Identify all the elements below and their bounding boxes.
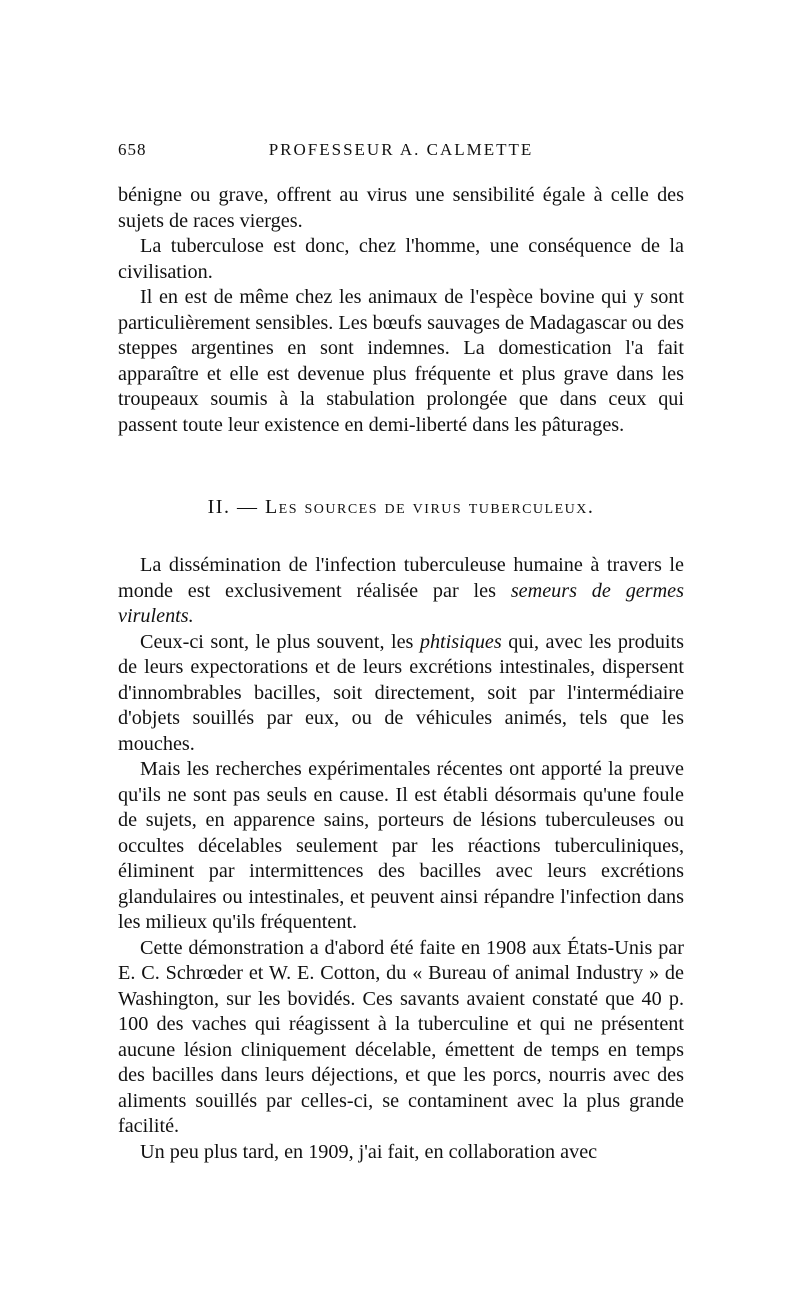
paragraph-demonstration: Cette démonstration a d'abord été faite en 1908 aux États-Unis par E. C. Schrœder et W. E. Cotton, du « Bureau of animal Industry » de Washington, sur les bovidés. Ces savants avaient constaté que 40 p. 100 des vaches qui réagissent à la tuberculine et qui ne présentent aucune lésion cliniquement décelable, émettent de temps en temps des bacilles dans leurs déjections, et que les porcs, nourris avec des aliments souillés par celles-ci, se contaminent avec la plus grande facilité. — [118, 936, 684, 1137]
page-number: 658 — [118, 140, 147, 159]
paragraph-dissemination-emphasis: semeurs de germes virulents. — [118, 579, 684, 627]
paragraph-collaboration: Un peu plus tard, en 1909, j'ai fait, en collaboration avec — [140, 1140, 598, 1163]
body-text-section — [118, 553, 684, 1165]
body-text-top — [118, 183, 684, 438]
paragraph-civilisation: La tuberculose est donc, chez l'homme, une conséquence de la civilisation. — [118, 235, 684, 283]
paragraph-recherches: Mais les recherches expérimentales récentes ont apporté la preuve qu'ils ne sont pas seuls en cause. Il est établi désormais qu'une foule de sujets, en apparence sains, porteurs de lésions tuberculeuses ou occultes décelables seulement par les réactions tuberculiniques, éliminent par intermittences des bacilles avec leurs excrétions glandulaires ou intestinales, et peuvent ainsi répandre l'infection dans les milieux qu'ils fréquentent. — [118, 758, 684, 933]
paragraph-phtisiques — [118, 630, 684, 758]
section-heading: II. — Les sources de virus tuberculeux. — [207, 496, 595, 518]
paragraph-phtisiques-text-b: qui, avec les produits de leurs expectorations et de leurs excrétions intestinales, dispersent d'innombrables bacilles, soit directement, soit par l'intermédiaire d'objets souillés par eux, ou de véhicules animés, tels que les mouches. — [118, 630, 684, 755]
paragraph-dissemination — [118, 553, 684, 630]
paragraph-dissemination-text: La dissémination de l'infection tuberculeuse humaine à travers le monde est exclusivement réalisée par les — [118, 554, 684, 602]
running-title: PROFESSEUR A. CALMETTE — [268, 140, 534, 159]
paragraph-continuation: bénigne ou grave, offrent au virus une sensibilité égale à celle des sujets de races vierges. — [118, 184, 684, 232]
paragraph-bovine: Il en est de même chez les animaux de l'espèce bovine qui y sont particulièrement sensibles. Les bœufs sauvages de Madagascar ou des steppes argentines en sont indemnes. La domestication l'a fait apparaître et elle est devenue plus fréquente et plus grave dans les troupeaux soumis à la stabulation prolongée que dans ceux qui passent toute leur existence en demi-liberté dans les pâturages. — [118, 286, 684, 436]
paragraph-phtisiques-text-a: Ceux-ci sont, le plus souvent, les — [140, 630, 420, 653]
paragraph-phtisiques-emphasis: phtisiques — [419, 630, 502, 653]
running-head — [118, 140, 684, 166]
